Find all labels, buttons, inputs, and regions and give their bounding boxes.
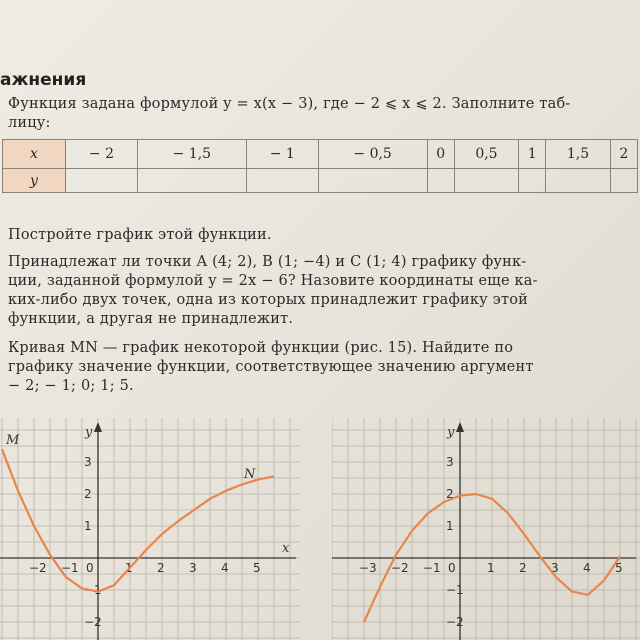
x-value: 0,5 xyxy=(454,140,518,169)
task1-line2: лицу: xyxy=(8,115,51,131)
y-cell[interactable] xyxy=(66,169,138,193)
y-cell[interactable] xyxy=(246,169,318,193)
y-tick-label: −1 xyxy=(446,583,464,597)
row-label-y: y xyxy=(3,169,66,193)
y-tick-label: 2 xyxy=(84,487,92,501)
x-tick-label: 2 xyxy=(519,561,527,575)
y-cell[interactable] xyxy=(519,169,546,193)
y-cell[interactable] xyxy=(610,169,637,193)
y-cell[interactable] xyxy=(318,169,427,193)
task4-line2: графику значение функции, соответствующее значению аргумент xyxy=(8,359,534,375)
x-value: 1 xyxy=(519,140,546,169)
y-tick-label: −2 xyxy=(84,615,102,629)
x-tick-label: 1 xyxy=(125,561,133,575)
origin-label: 0 xyxy=(86,561,94,575)
y-tick-label: 1 xyxy=(446,519,454,533)
x-tick-label: −2 xyxy=(391,561,409,575)
x-tick-label: 4 xyxy=(583,561,591,575)
origin-label: 0 xyxy=(448,561,456,575)
y-tick-label: −2 xyxy=(446,615,464,629)
task1-line1: Функция задана формулой y = x(x − 3), где − 2 ⩽ x ⩽ 2. Заполните таб- xyxy=(8,96,571,112)
graph-mn xyxy=(0,418,300,640)
y-cell[interactable] xyxy=(546,169,610,193)
x-tick-label: 4 xyxy=(221,561,229,575)
x-value: 1,5 xyxy=(546,140,610,169)
task3-line2: ции, заданной формулой y = 2x − 6? Назовите координаты еще ка- xyxy=(8,273,538,289)
task3-line4: функции, а другая не принадлежит. xyxy=(8,311,294,327)
x-value: − 2 xyxy=(66,140,138,169)
x-tick-label: −3 xyxy=(359,561,377,575)
x-tick-label: 3 xyxy=(189,561,197,575)
y-axis-label: y xyxy=(447,425,455,440)
y-cell[interactable] xyxy=(427,169,454,193)
y-axis-arrow xyxy=(456,422,464,432)
point-label-m: M xyxy=(6,433,20,448)
task4-line1: Кривая MN — график некоторой функции (рис. 15). Найдите по xyxy=(8,340,514,356)
task4-line3: − 2; − 1; 0; 1; 5. xyxy=(8,378,134,394)
x-value: − 1 xyxy=(246,140,318,169)
task3-line1: Принадлежат ли точки A (4; 2), B (1; −4) и C (1; 4) графику функ- xyxy=(8,254,527,270)
y-cell[interactable] xyxy=(137,169,246,193)
task2-line1: Постройте график этой функции. xyxy=(8,227,272,243)
y-axis-arrow xyxy=(94,422,102,432)
task3-line3: ких-либо двух точек, одна из которых принадлежит графику этой xyxy=(8,292,529,308)
table-row-x xyxy=(3,140,638,169)
x-tick-label: −1 xyxy=(61,561,79,575)
x-tick-label: 5 xyxy=(253,561,261,575)
x-value: − 1,5 xyxy=(137,140,246,169)
x-value: 2 xyxy=(610,140,637,169)
y-tick-label: −1 xyxy=(84,583,102,597)
section-heading: ажнения xyxy=(0,70,87,90)
y-axis-label: y xyxy=(85,425,93,440)
values-table xyxy=(2,139,638,193)
y-cell[interactable] xyxy=(454,169,518,193)
y-tick-label: 3 xyxy=(446,455,454,469)
x-value: − 0,5 xyxy=(318,140,427,169)
x-tick-label: 3 xyxy=(551,561,559,575)
y-tick-label: 1 xyxy=(84,519,92,533)
graph-fig2 xyxy=(332,418,640,640)
point-label-n: N xyxy=(244,467,256,482)
x-tick-label: 5 xyxy=(615,561,623,575)
table-row-y xyxy=(3,169,638,193)
x-tick-label: 1 xyxy=(487,561,495,575)
y-tick-label: 3 xyxy=(84,455,92,469)
x-tick-label: 2 xyxy=(157,561,165,575)
x-axis-label: x xyxy=(282,541,290,556)
x-tick-label: −1 xyxy=(423,561,441,575)
x-value: 0 xyxy=(427,140,454,169)
x-tick-label: −2 xyxy=(29,561,47,575)
y-tick-label: 2 xyxy=(446,487,454,501)
row-label-x: x xyxy=(3,140,66,169)
